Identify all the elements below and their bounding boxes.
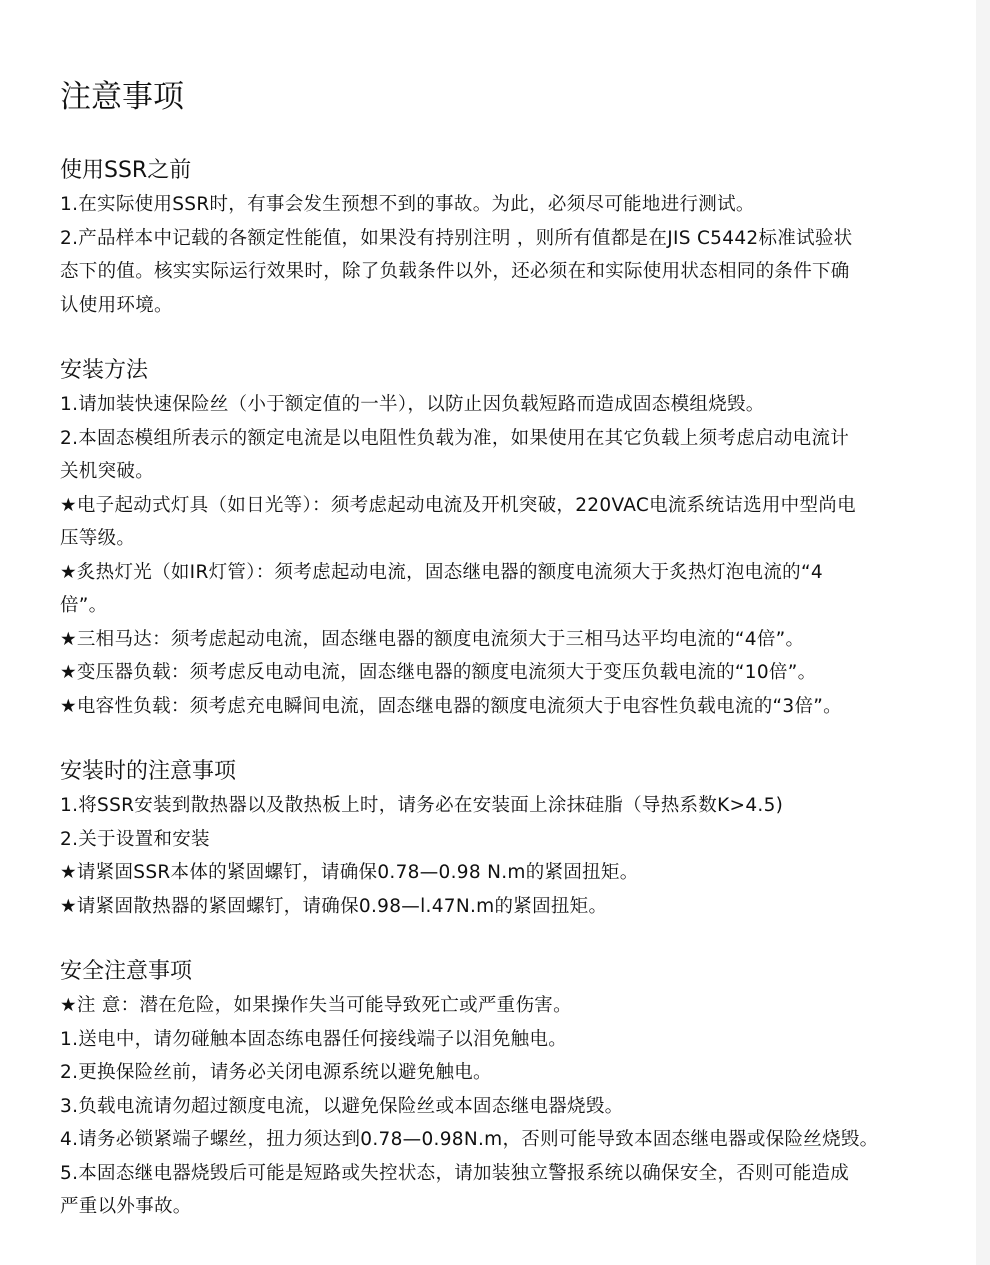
text-line: 2.本固态模组所表示的额定电流是以电阻性负载为准，如果使用在其它负载上须考虑启动电流计 <box>60 427 850 449</box>
section-heading: 安全注意事项 <box>60 959 193 984</box>
text-line: 关机突破。 <box>60 461 155 482</box>
text-line: 倍”。 <box>60 595 108 616</box>
section-heading: 安装时的注意事项 <box>60 759 237 784</box>
text-line: 认使用环境。 <box>60 294 173 316</box>
section <box>60 755 950 923</box>
section-heading: 安装方法 <box>60 358 149 383</box>
section <box>60 354 950 723</box>
text-line: 2.关于设置和安装 <box>60 828 210 850</box>
text-line: 4.请务必锁紧端子螺丝，扭力须达到0.78—0.98N.m，否则可能导致本固态继电器或保险丝烧毁。 <box>60 1129 879 1150</box>
text-line: ★电子起动式灯具（如日光等）：须考虑起动电流及开机突破，220VAC电流系统诘选用中型尚电 <box>60 494 856 516</box>
text-line: ★炙热灯光（如IR灯管）：须考虑起动电流，固态继电器的额度电流须大于炙热灯泡电流的“4 <box>60 561 823 583</box>
page-title: 注意事项 <box>60 79 184 115</box>
text-line: 2.更换保险丝前，请务必关闭电源系统以避免触电。 <box>60 1062 492 1083</box>
section <box>60 154 950 322</box>
text-line: ★注 意：潜在危险，如果操作失当可能导致死亡或严重伤害。 <box>60 995 572 1016</box>
text-line: ★请紧固散热器的紧固螺钉，请确保0.98—l.47N.m的紧固扭矩。 <box>60 895 608 917</box>
page-edge-strip <box>976 0 990 1265</box>
text-line: 1.在实际使用SSR时，有事会发生预想不到的事故。为此，必须尽可能地进行测试。 <box>60 194 755 215</box>
text-line: ★变压器负载：须考虑反电动电流，固态继电器的额度电流须大于变压负载电流的“10倍”。 <box>60 662 817 683</box>
section-heading: 使用SSR之前 <box>60 158 192 183</box>
document <box>60 76 950 1256</box>
text-line: 态下的值。核实实际运行效果时，除了负载条件以外，还必须在和实际使用状态相同的条件下确 <box>60 261 850 282</box>
text-line: ★三相马达：须考虑起动电流，固态继电器的额度电流须大于三相马达平均电流的“4倍”。 <box>60 628 805 650</box>
text-line: ★请紧固SSR本体的紧固螺钉，请确保0.78—0.98 N.m的紧固扭矩。 <box>60 862 639 883</box>
text-line: 5.本固态继电器烧毁后可能是短路或失控状态，请加装独立警报系统以确保安全，否则可能造成 <box>60 1162 850 1184</box>
text-line: 1.请加装快速保险丝（小于额定值的一半），以防止因负载短路而造成固态模组烧毁。 <box>60 394 765 415</box>
text-line: ★电容性负载：须考虑充电瞬间电流，固态继电器的额度电流须大于电容性负载电流的“3倍”。 <box>60 695 842 717</box>
text-line: 1.送电中，请勿碰触本固态练电器任何接线端子以泪免触电。 <box>60 1028 568 1050</box>
text-line: 3.负载电流请勿超过额度电流，以避免保险丝或本固态继电器烧毁。 <box>60 1095 624 1117</box>
section <box>60 955 950 1224</box>
text-line: 压等级。 <box>60 528 136 549</box>
text-line: 1.将SSR安装到散热器以及散热板上时，请务必在安装面上涂抹硅脂（导热系数K>4.5) <box>60 795 784 816</box>
text-line: 2.产品样本中记载的各额定性能值，如果没有持别注明 ，则所有值都是在JIS C5442标准试验状 <box>60 227 853 249</box>
text-line: 严重以外事故。 <box>60 1196 192 1217</box>
sections <box>60 154 950 1224</box>
